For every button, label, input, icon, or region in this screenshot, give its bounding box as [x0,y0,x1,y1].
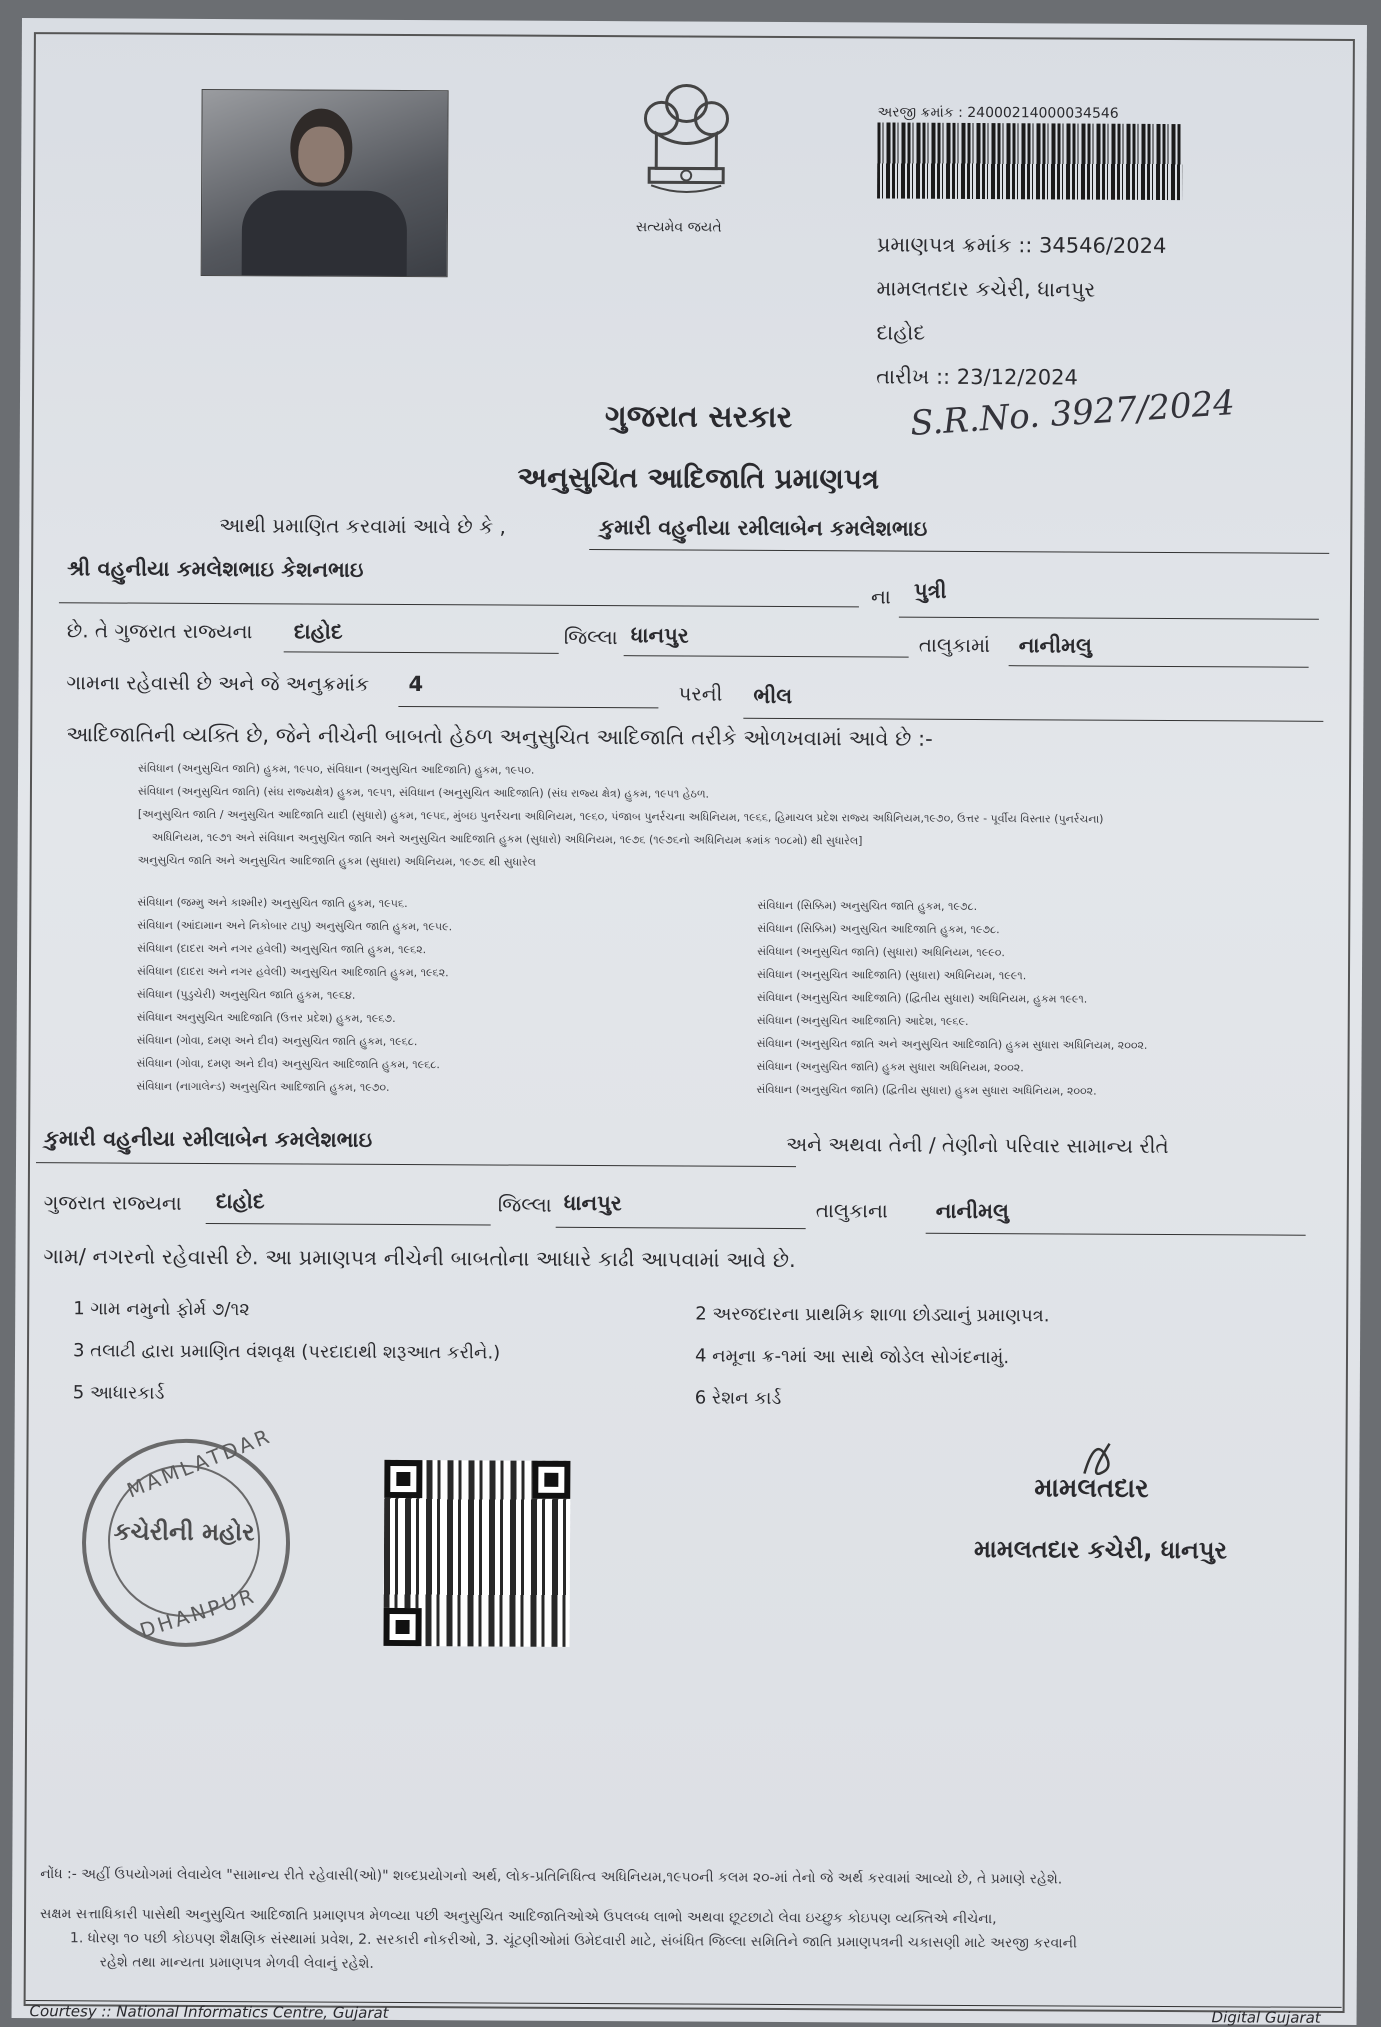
order-line: સંવિધાન (દાદરા અને નગર હવેલી) અનુસુચિત આદિજાતિ હુકમ, ૧૯૬૨. [136,964,449,980]
residence-state-label: ગુજરાત રાજ્યના [43,1190,182,1215]
order-line: સંવિધાન (ગોવા, દમણ અને દીવ) અનુસુચિત જાતિ હુકમ, ૧૯૬૮. [136,1033,418,1049]
certify-text: આથી પ્રમાણિત કરવામાં આવે છે કે , [219,513,506,539]
relation-value: પુત્રી [913,578,947,603]
office-seal [81,1423,290,1647]
note-validity: રહેશે તથા માન્યતા પ્રમાણપત્ર મેળવી લેવાનું રહેશે. [99,1954,374,1972]
residence-district-value: દાહોદ [215,1189,265,1214]
note-verification: 1. ધોરણ ૧૦ પછી કોઇપણ શૈક્ષણિક સંસ્થામાં પ્રવેશ, 2. સરકારી નોકરીઓ, 3. ચૂંટણીઓમાં ઉમેદવારી માટે, સંબંધિત જિલ્લા સમિતિને જાતિ પ્રમાણપત્રની ચકાસણી માટે અરજી કરવાની [69,1930,1078,1952]
order-line: સંવિધાન (અનુસુચિત જાતિ) (સુધારા) અધિનિયમ, ૧૯૯૦. [757,944,1005,960]
order-line: સંવિધાન (પુડુચેરી) અનુસુચિત જાતિ હુકમ, ૧૯૬૪. [136,987,356,1002]
issuing-office: મામલતદાર કચેરી, ધાનપુર [876,276,1096,302]
tribe-value: ભીલ [753,683,793,709]
basis-text: ગામ/ નગરનો રહેવાસી છે. આ પ્રમાણપત્ર નીચેની બાબતોના આધારે કાઢી આપવામાં આવે છે. [43,1244,796,1273]
order-line: સંવિધાન (અનુસુચિત જાતિ) (દ્વિતીય સુધારા) હુકમ સુધારા અધિનિયમ, ૨૦૦૨. [756,1082,1097,1098]
orders-left-column [136,891,697,1101]
seal-top-text: MAMLATDAR [123,1423,276,1503]
issue-date: તારીખ :: 23/12/2024 [876,364,1078,390]
village-value: નાનીમલુ [1018,633,1092,658]
order-line: સંવિધાન (આંદામાન અને નિકોબાર ટાપુ) અનુસુચિત જાતિ હુકમ, ૧૯૫૯. [137,918,453,934]
taluka-label: તાલુકામાં [918,632,991,658]
order-line: અધિનિયમ, ૧૯૭૧ અને સંવિધાન અનુસુચિત જાતિ અને અનુસુચિત આદિજાતિ હુકમ (સુધારો) અધિનિયમ, ૧૯૭૬ (૧૯૭૬નો અધિનિયમ ક્રમાંક ૧૦૮મો) થી સુધારેલ] [151,830,863,848]
document-item: 4 નમૂના ક્ર-૧માં આ સાથે જોડેલ સોગંદનામું. [694,1345,1010,1369]
seal-bottom-text: DHANPUR [136,1583,260,1643]
taluka-value: ધાનપુર [630,623,689,648]
note-benefits: સક્ષમ સત્તાધિકારી પાસેથી અનુસુચિત આદિજાતિ પ્રમાણપત્ર મેળવ્યા પછી અનુસુચિત આદિજાતિઓએ ઉપલબ્ધ લાભો અથવા છૂટછાટો લેવા ઇચ્છુક કોઇપણ વ્યક્તિએ નીચેના, [40,1906,997,1928]
order-line: સંવિધાન (અનુસુચિત આદિજાતિ) (સુધારા) અધિનિયમ, ૧૯૯૧. [756,967,1027,983]
order-line: [અનુસુચિત જાતિ / અનુસુચિત આદિજાતિ યાદી (સુધારો) હુકમ, ૧૯૫૬, મુંબઇ પુનર્રચના અધિનિયમ, ૧૯૬૦, પંજાબ પુનર્રચના અધિનિયમ, ૧૯૬૬, હિમાચલ પ્રદેશ રાજ્ય અધિનિયમ,૧૯૭૦, ઉત્તર - પૂર્વીય વિસ્તાર (પુનર્રચના) [137,807,1104,826]
family-text: અને અથવા તેની / તેણીનો પરિવાર સામાન્ય રીતે [786,1132,1169,1159]
serial-value: 4 [408,672,424,697]
certificate-sheet [12,18,1367,2025]
residence-taluka-label: તાલુકાના [815,1198,888,1223]
state-label: છે. તે ગુજરાત રાજ્યના [66,618,253,644]
certificate-title: અનુસુચિત આદિજાતિ પ્રમાણપત્ર [517,460,880,496]
order-line: સંવિધાન (અનુસુચિત આદિજાતિ) આદેશ, ૧૯૬૯. [756,1013,969,1028]
handwritten-serial-number: S.R.No. 3927/2024 [908,383,1236,444]
resident-label: ગામના રહેવાસી છે અને જે અનુક્રમાંક [66,670,370,696]
order-line: અનુસુચિત જાતિ અને અનુસુચિત આદિજાતિ હુકમ (સુધારા) અધિનિયમ, ૧૯૭૬ થી સુધારેલ [137,853,537,869]
application-number: અરજી ક્રમાંક : 24000214000034546 [877,104,1119,122]
order-line: સંવિધાન (અનુસુચિત જાતિ અને અનુસુચિત આદિજાતિ) હુકમ સુધારા અધિનિયમ, ૨૦૦૨. [756,1036,1148,1052]
footer-brand: Digital Gujarat [1211,2008,1321,2027]
order-line: સંવિધાન (જમ્મુ અને કાશ્મીર) અનુસુચિત જાતિ હુકમ, ૧૯૫૬. [137,895,408,911]
order-line: સંવિધાન અનુસુચિત આદિજાતિ (ઉત્તર પ્રદેશ) હુકમ, ૧૯૬૭. [136,1010,396,1025]
on-label: પરની [678,681,723,706]
order-line: સંવિધાન (અનુસુચિત જાતિ) હુકમ સુધારા અધિનિયમ, ૨૦૦૨. [756,1059,1024,1075]
residence-village-value: નાનીમલુ [935,1198,1009,1224]
order-line: સંવિધાન (ગોવા, દમણ અને દીવ) અનુસુચિત આદિજાતિ હુકમ, ૧૯૬૮. [136,1056,440,1072]
issuing-district: દાહોદ [876,320,926,345]
orders-block [138,757,1299,878]
orders-right-column [756,894,1317,1104]
order-line: સંવિધાન (સિક્કિમ) અનુસુચિત આદિજાતિ હુકમ, ૧૯૭૮. [757,921,1000,937]
order-line: સંવિધાન (નાગાલેન્ડ) અનુસુચિત આદિજાતિ હુકમ, ૧૯૭૦. [136,1079,390,1094]
note-residence-meaning: નોંધ :- અહીં ઉપયોગમાં લેવાયેલ "સામાન્ય રીતે રહેવાસી(ઓ)" શબ્દપ્રયોગનો અર્થ, લોક-પ્રતિનિધિત્વ અધિનિયમ,૧૯૫૦ની કલમ ૨૦-માં તેનો જે અર્થ કરવામાં આવ્યો છે, તે પ્રમાણે રહેશે. [40,1866,1063,1888]
father-name: શ્રી વહુનીયા કમલેશભાઇ કેશનભાઇ [67,556,364,582]
seal-center-text: કચેરીની મહોર [113,1517,255,1547]
order-line: સંવિધાન (દાદરા અને નગર હવેલી) અનુસુચિત જાતિ હુકમ, ૧૯૬૨. [137,941,427,957]
order-line: સંવિધાન (અનુસુચિત આદિજાતિ) (દ્વિતીય સુધારા) અધિનિયમ, હુકમ ૧૯૯૧. [756,990,1088,1006]
emblem-motto: સત્યમેવ જયતે [635,219,722,236]
national-emblem-icon [631,73,742,219]
district-value: દાહોદ [293,619,343,644]
district-label: જિલ્લા [563,624,618,650]
order-line: સંવિધાન (અનુસુચિત જાતિ) (સંઘ રાજ્યક્ષેત્ર) હુકમ, ૧૯૫૧, સંવિધાન (અનુસુચિત આદિજાતિ) (સંઘ રાજ્ય ક્ષેત્ર) હુકમ, ૧૯૫૧ હેઠળ. [137,784,710,801]
order-line: સંવિધાન (અનુસુચિત જાતિ) હુકમ, ૧૯૫૦, સંવિધાન (અનુસુચિત આદિજાતિ) હુકમ, ૧૯૫૦. [138,761,535,777]
footer-courtesy: Courtesy :: National Informatics Centre, Gujarat [29,2002,389,2022]
certificate-number: પ્રમાણપત્ર ક્રમાંક :: 34546/2024 [876,232,1167,258]
of-label: ના [870,584,891,609]
document-item: 3 તલાટી દ્વારા પ્રમાણિત વંશવૃક્ષ (પરદાદાથી શરૂઆત કરીને.) [72,1340,501,1364]
signatory-office: મામલતદાર કચેરી, ધાનપુર [973,1535,1227,1565]
residence-district-label: જિલ્લા [497,1192,552,1217]
signatory-title: મામલતદાર [1034,1473,1149,1504]
qr-code [383,1460,570,1647]
residence-name: કુમારી વહુનીયા રમીલાબેન કમલેશભાઇ [44,1126,373,1152]
applicant-photo [201,89,449,277]
document-item: 1 ગામ નમુનો ફોર્મ ૭/૧૨ [73,1298,250,1321]
barcode [877,122,1182,200]
applicant-name: કુમારી વહુનીયા રમીલાબેન કમલેશભાઇ [599,515,928,541]
order-line: સંવિધાન (સિક્કિમ) અનુસુચિત જાતિ હુકમ, ૧૯૭૮. [757,898,978,914]
document-item: 5 આધારકાર્ડ [72,1382,165,1404]
residence-taluka-value: ધાનપુર [563,1190,622,1216]
tribe-recognition-text: આદિજાતિની વ્યક્તિ છે, જેને નીચેની બાબતો હેઠળ અનુસુચિત આદિજાતિ તરીકે ઓળખવામાં આવે છે :- [66,722,933,751]
government-name: ગુજરાત સરકાર [604,399,793,436]
document-item: 6 રેશન કાર્ડ [694,1387,782,1409]
document-item: 2 અરજદારના પ્રાથમિક શાળા છોડ્યાનું પ્રમાણપત્ર. [695,1303,1050,1327]
